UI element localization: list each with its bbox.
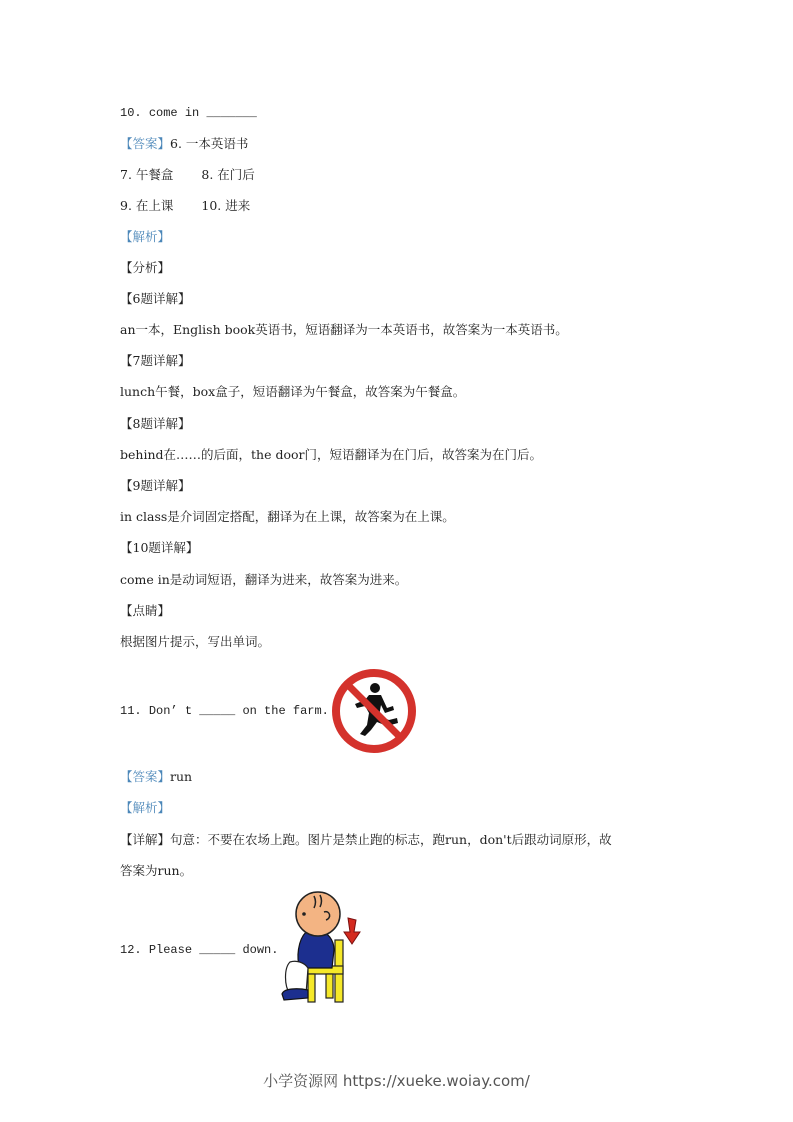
- question-12: [120, 942, 278, 958]
- detail-6-text: an一本，English book英语书，短语翻译为一本英语书，故答案为一本英语书。: [120, 322, 568, 337]
- analysis-label: 【解析】: [120, 229, 171, 244]
- detail-9-label: 【9题详解】: [120, 478, 191, 493]
- detail-10-text: come in是动词短语，翻译为进来，故答案为进来。: [120, 572, 408, 587]
- detail-text: 句意：不要在农场上跑。图片是禁止跑的标志，跑run，don't后跟动词原形，故: [170, 832, 612, 847]
- answer-item: 8. 在门后: [201, 167, 255, 182]
- answer-blank: _______: [206, 106, 257, 120]
- no-running-sign-icon: [331, 668, 417, 754]
- detail-7-label: 【7题详解】: [120, 353, 191, 368]
- fenxi-label: 【分析】: [120, 260, 171, 275]
- answer-item: 10. 进来: [201, 198, 251, 213]
- detail-6-label: 【6题详解】: [120, 291, 191, 306]
- answer-item: 9. 在上课: [120, 198, 174, 213]
- analysis-label-2: 【解析】: [120, 800, 171, 815]
- question-11: [120, 703, 329, 719]
- answer-line-1: [120, 136, 248, 152]
- detail-8-text: behind在……的后面，the door门，短语翻译为在门后，故答案为在门后。: [120, 447, 542, 462]
- question-text: on the farm.: [242, 704, 329, 718]
- answer-line-3: [120, 198, 250, 214]
- detail-8-label: 【8题详解】: [120, 416, 191, 431]
- answer-11: [120, 769, 192, 785]
- boy-sitting-on-chair-icon: [278, 890, 373, 1005]
- detail-label: 【详解】: [120, 832, 171, 847]
- detail-11-line-2: 答案为run。: [120, 863, 193, 878]
- question-text: come in: [148, 106, 200, 120]
- question-number: 11.: [120, 704, 142, 718]
- answer-label: 【答案】: [120, 769, 171, 784]
- detail-10-label: 【10题详解】: [120, 540, 199, 555]
- question-text: Please: [148, 943, 193, 957]
- question-text: down.: [242, 943, 279, 957]
- question-text: Don’ t: [148, 704, 193, 718]
- answer-value: run: [170, 769, 193, 784]
- footer-watermark: 小学资源网 https://xueke.woiay.com/: [263, 1072, 530, 1090]
- answer-item: 6. 一本英语书: [170, 136, 249, 151]
- detail-9-text: in class是介词固定搭配，翻译为在上课，故答案为在上课。: [120, 509, 455, 524]
- dianjing-label: 【点睛】: [120, 603, 171, 618]
- answer-line-2: [120, 167, 255, 183]
- detail-11-line-1: [120, 832, 612, 848]
- question-10: [120, 105, 257, 121]
- question-number: 10.: [120, 106, 142, 120]
- question-number: 12.: [120, 943, 142, 957]
- answer-label: 【答案】: [120, 136, 171, 151]
- answer-blank: _____: [199, 943, 236, 957]
- answer-item: 7. 午餐盒: [120, 167, 174, 182]
- answer-blank: _____: [199, 704, 236, 718]
- detail-7-text: lunch午餐，box盒子，短语翻译为午餐盒，故答案为午餐盒。: [120, 384, 466, 399]
- dianjing-text: 根据图片提示，写出单词。: [120, 634, 271, 649]
